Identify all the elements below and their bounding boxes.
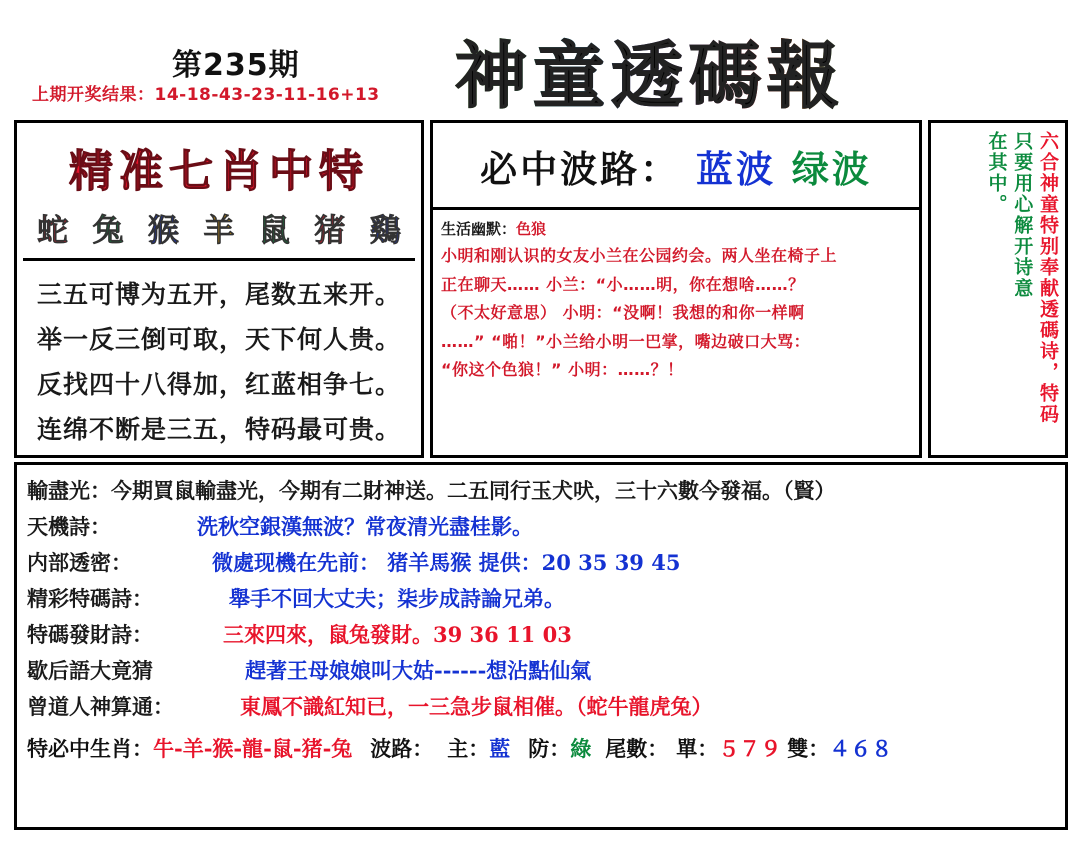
summary-label-zodiac: 特必中生肖： bbox=[27, 736, 153, 761]
left-panel bbox=[14, 120, 424, 458]
poem-line: 连绵不断是三五，特码最可贵。 bbox=[36, 415, 401, 444]
table-row bbox=[27, 547, 1055, 577]
row-value: 微處现機在先前： 猪羊馬猴 提供：20 35 39 45 bbox=[212, 550, 681, 575]
previous-draw-label: 上期开奖结果： bbox=[32, 85, 155, 105]
summary-label-odd: 單： bbox=[676, 736, 719, 761]
right-panel-column-1: 六合神童特别奉献透碼诗，特码 bbox=[1037, 131, 1059, 425]
wave-route-green: 绿波 bbox=[791, 147, 872, 191]
wave-route-heading bbox=[433, 139, 919, 193]
table-row bbox=[27, 583, 1055, 613]
joke-section bbox=[433, 210, 919, 381]
table-row bbox=[27, 619, 1055, 649]
middle-panel bbox=[430, 120, 922, 458]
previous-draw-numbers: 14-18-43-23-11-16+13 bbox=[154, 85, 380, 105]
summary-value-main: 藍 bbox=[489, 736, 511, 761]
row-label: 曾道人神算通： bbox=[27, 694, 174, 719]
joke-line: “你这个色狼！” 小明：……？！ bbox=[441, 360, 684, 380]
row-label: 特碼發財詩： bbox=[27, 622, 153, 647]
summary-label-wave: 波路： bbox=[370, 736, 434, 761]
page-title: 神童透碼報 bbox=[455, 18, 845, 122]
summary-label-even: 雙： bbox=[787, 736, 830, 761]
wave-route-blue: 蓝波 bbox=[696, 147, 776, 191]
row-value: 趕著王母娘娘叫大姑------想沾點仙氣 bbox=[245, 658, 592, 683]
zodiac-list bbox=[17, 205, 421, 254]
left-poem bbox=[17, 261, 421, 446]
zodiac-item: 猪 bbox=[314, 213, 346, 249]
row-value: 洗秋空銀漢無波？常夜清光盡桂影。 bbox=[197, 514, 533, 539]
zodiac-item: 羊 bbox=[203, 213, 235, 249]
row-label: 天機詩： bbox=[27, 514, 111, 539]
wave-route-label: 必中波路： bbox=[480, 147, 681, 191]
joke-line: 小明和刚认识的女友小兰在公园约会。两人坐在椅子上 bbox=[441, 246, 838, 265]
zodiac-item: 兔 bbox=[92, 213, 124, 249]
right-panel-column-3: 在其中。 bbox=[985, 131, 1008, 215]
joke-label: 生活幽默： bbox=[441, 220, 517, 238]
summary-value-even: ４６８ bbox=[829, 736, 893, 761]
right-panel bbox=[928, 120, 1068, 458]
summary-label-defend: 防： bbox=[528, 736, 571, 761]
joke-tag: 色狼 bbox=[516, 220, 547, 238]
joke-line: （不太好意思） 小明：“没啊！我想的和你一样啊 bbox=[441, 303, 805, 323]
bottom-panel bbox=[14, 462, 1068, 830]
table-row bbox=[27, 475, 1055, 505]
row-label: 内部透密： bbox=[27, 550, 132, 575]
previous-draw-result bbox=[32, 80, 380, 105]
summary-value-zodiac: 牛-羊-猴-龍-鼠-猪-兔 bbox=[153, 736, 353, 761]
issue-number: 第235期 bbox=[172, 48, 300, 83]
left-panel-heading: 精准七肖中特 bbox=[69, 146, 369, 197]
row-value: 東鳳不識紅知已，一三急步鼠相催。（蛇牛龍虎兔） bbox=[240, 694, 713, 719]
row-label: 歇后語大竟猜 bbox=[27, 658, 153, 683]
summary-label-tail: 尾數： bbox=[605, 736, 669, 761]
row-value: 舉手不回大丈夫；柒步成詩論兄弟。 bbox=[229, 586, 565, 611]
zodiac-item: 蛇 bbox=[37, 213, 69, 249]
summary-row bbox=[27, 733, 1055, 763]
poem-line: 三五可博为五开，尾数五来开。 bbox=[36, 280, 401, 309]
zodiac-item: 鼠 bbox=[258, 213, 290, 249]
summary-label-main: 主： bbox=[447, 736, 490, 761]
right-panel-column-2: 只要用心解开诗意 bbox=[1011, 131, 1034, 299]
poem-line: 反找四十八得加，红蓝相争七。 bbox=[36, 370, 401, 399]
row-value: 三來四來，鼠兔發財。39 36 11 03 bbox=[223, 622, 572, 647]
table-row bbox=[27, 691, 1055, 721]
joke-title bbox=[441, 218, 911, 239]
row-label: 輸盡光： bbox=[27, 478, 111, 503]
zodiac-item: 猴 bbox=[148, 213, 180, 249]
table-row bbox=[27, 655, 1055, 685]
summary-value-odd: ５７９ bbox=[718, 736, 782, 761]
summary-value-defend: 綠 bbox=[570, 736, 592, 761]
table-row bbox=[27, 511, 1055, 541]
joke-line: 正在聊天…… 小兰：“小……明，你在想啥……？ bbox=[441, 274, 805, 294]
joke-line: ……” “啪！”小兰给小明一巴掌，嘴边破口大骂： bbox=[441, 331, 811, 351]
row-value: 今期買鼠輸盡光，今期有二財神送。二五同行玉犬吠，三十六數今發福。（賢） bbox=[111, 478, 836, 503]
zodiac-item: 鷄 bbox=[369, 213, 401, 249]
poem-line: 举一反三倒可取，天下何人贵。 bbox=[36, 325, 401, 354]
row-label: 精彩特碼詩： bbox=[27, 586, 153, 611]
